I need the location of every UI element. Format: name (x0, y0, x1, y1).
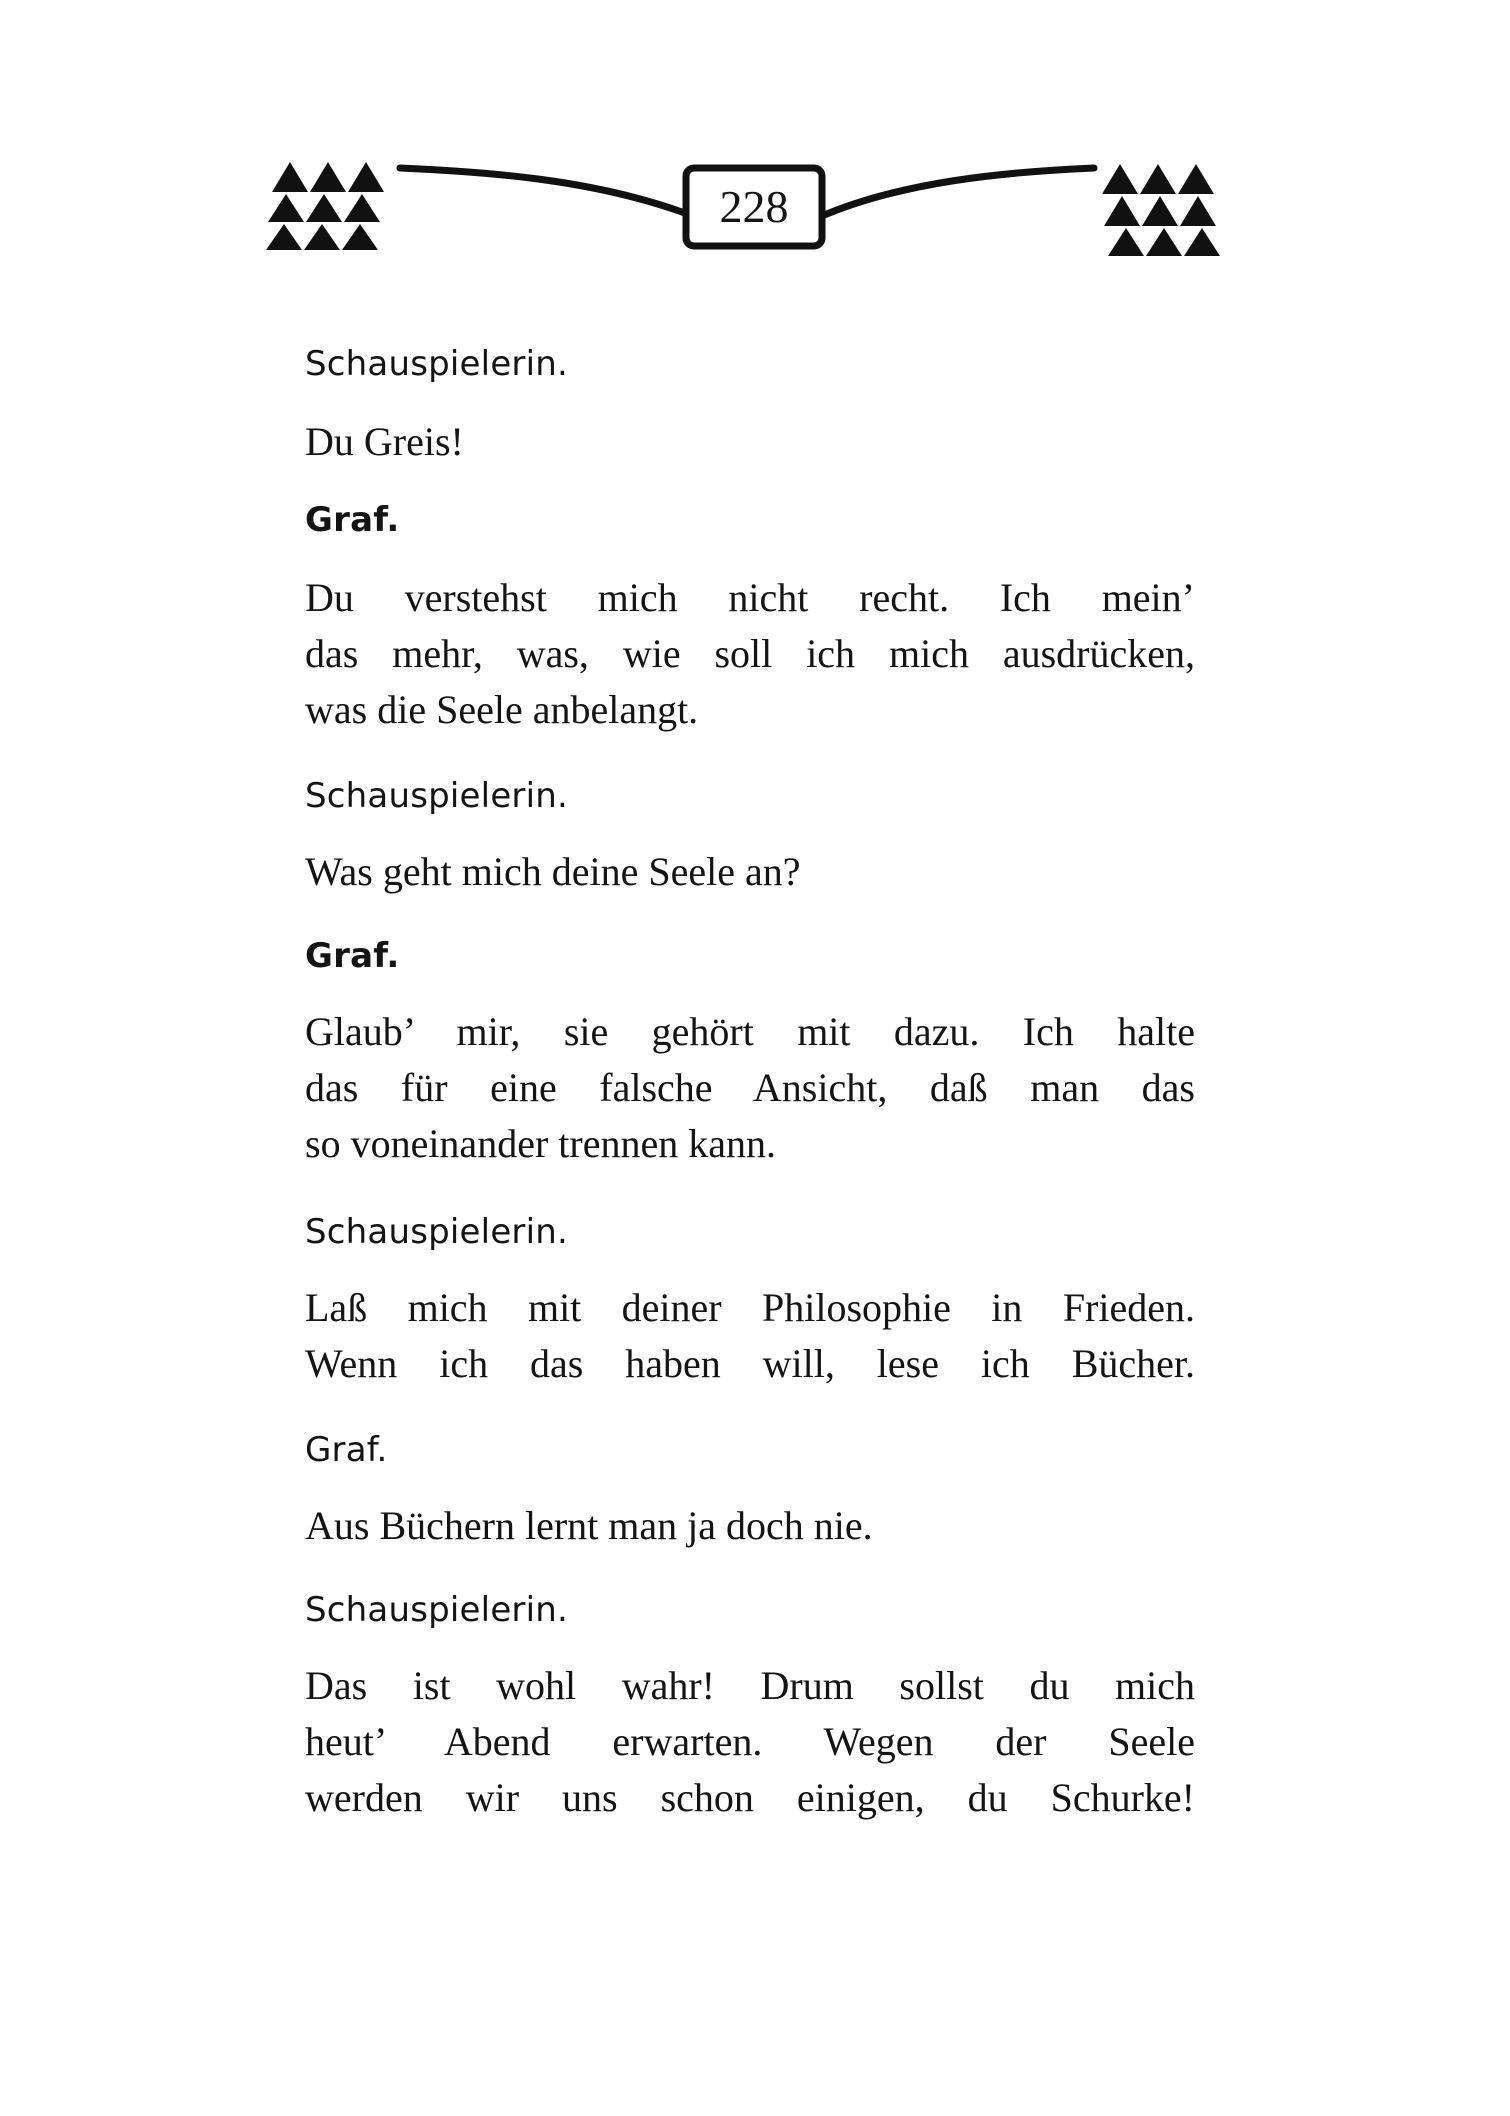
speech-line: Aus Büchern lernt man ja doch nie. (305, 1503, 873, 1548)
speech-line: Was geht mich deine Seele an? (305, 849, 801, 894)
ornament-line-left (400, 168, 692, 216)
speaker-name: Graf. (305, 1430, 388, 1470)
dialogue-block (305, 936, 1195, 1172)
speaker-name: Schauspielerin. (305, 1212, 569, 1252)
speech-line: heut’ Abend erwarten. Wegen der Seele (305, 1719, 1195, 1764)
speech-text (305, 1280, 1195, 1392)
dialogue-block (305, 1430, 1195, 1554)
dialogue-block (305, 1590, 1195, 1826)
speech-line: Laß mich mit deiner Philosophie in Frieden. (305, 1285, 1195, 1330)
dialogue-block (305, 500, 1195, 738)
ornament-line-right (822, 168, 1094, 216)
dialogue-block (305, 1212, 1195, 1392)
speech-text (305, 1498, 1195, 1554)
speaker-name: Graf. (305, 500, 400, 540)
speech-line: Das ist wohl wahr! Drum sollst du mich (305, 1663, 1195, 1708)
speech-text (305, 570, 1195, 738)
speech-line: werden wir uns schon einigen, du Schurke! (305, 1775, 1195, 1820)
page-number: 228 (719, 181, 789, 232)
speech-line: Du Greis! (305, 419, 464, 464)
speaker-name: Schauspielerin. (305, 1590, 569, 1630)
speech-text (305, 1004, 1195, 1172)
speech-line: so voneinander trennen kann. (305, 1121, 776, 1166)
speech-line: Wenn ich das haben will, lese ich Bücher. (305, 1341, 1195, 1386)
speaker-name: Graf. (305, 936, 400, 976)
speech-line: was die Seele anbelangt. (305, 687, 699, 732)
speech-text (305, 414, 1195, 470)
speaker-name: Schauspielerin. (305, 344, 569, 384)
speech-line: das für eine falsche Ansicht, daß man das (305, 1065, 1195, 1110)
speaker-name: Schauspielerin. (305, 776, 569, 816)
dialogue-block (305, 344, 1195, 470)
speech-text (305, 1658, 1195, 1826)
speech-line: das mehr, was, wie soll ich mich ausdrücken, (305, 631, 1195, 676)
speech-line: Glaub’ mir, sie gehört mit dazu. Ich halte (305, 1009, 1195, 1054)
ornament-triangles-left (266, 162, 384, 250)
speech-text (305, 844, 1195, 900)
speech-line: Du verstehst mich nicht recht. Ich mein’ (305, 575, 1195, 620)
dialogue-text (305, 344, 1195, 1826)
dialogue-block (305, 776, 1195, 900)
ornament-triangles-right (1102, 164, 1220, 256)
